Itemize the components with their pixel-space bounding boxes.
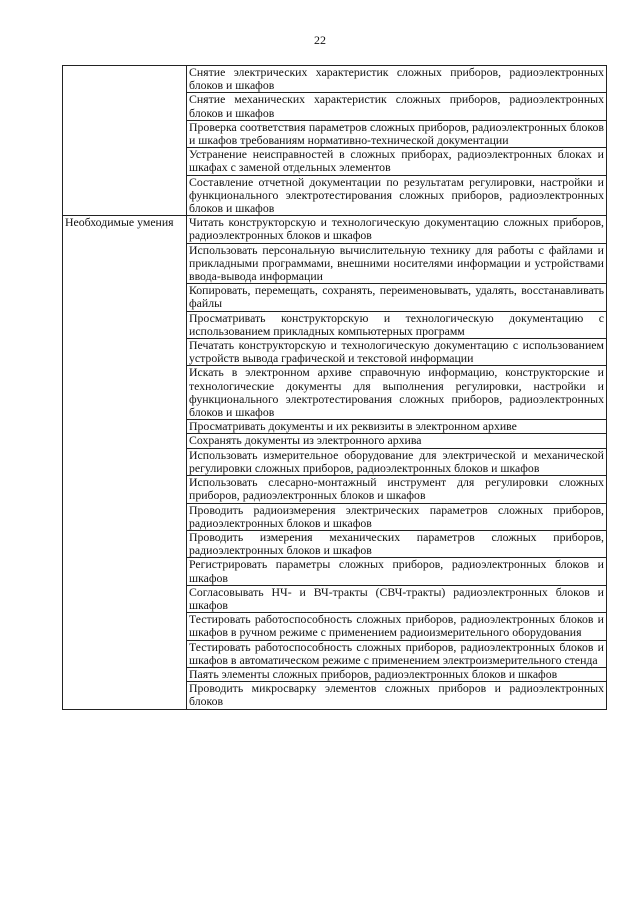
table-row — [63, 216, 607, 243]
table-cell: Сохранять документы из электронного архива — [187, 434, 607, 448]
table-cell: Просматривать документы и их реквизиты в электронном архиве — [187, 420, 607, 434]
table-cell: Снятие механических характеристик сложных приборов, радиоэлектронных блоков и шкафов — [187, 93, 607, 120]
table-cell: Использовать персональную вычислительную технику для работы с файлами и прикладными программами, внешними носителями информации и устройствами ввода-вывода информации — [187, 243, 607, 284]
table-cell: Тестировать работоспособность сложных приборов, радиоэлектронных блоков и шкафов в автоматическом режиме с применением электроизмерительного стенда — [187, 640, 607, 667]
table-cell: Снятие электрических характеристик сложных приборов, радиоэлектронных блоков и шкафов — [187, 66, 607, 93]
page-number: 22 — [314, 33, 326, 47]
table-cell: Использовать измерительное оборудование для электрической и механической регулировки сложных приборов, радиоэлектронных блоков и шкафов — [187, 448, 607, 475]
table-cell: Согласовывать НЧ- и ВЧ-тракты (СВЧ-тракты) радиоэлектронных блоков и шкафов — [187, 585, 607, 612]
table-cell: Использовать слесарно-монтажный инструмент для регулировки сложных приборов, радиоэлектронных блоков и шкафов — [187, 476, 607, 503]
table-cell: Проверка соответствия параметров сложных приборов, радиоэлектронных блоков и шкафов требованиям нормативно-технической документации — [187, 120, 607, 147]
table-cell: Проводить радиоизмерения электрических параметров сложных приборов, радиоэлектронных блоков и шкафов — [187, 503, 607, 530]
requirements-table — [62, 65, 607, 710]
table-cell: Тестировать работоспособность сложных приборов, радиоэлектронных блоков и шкафов в ручном режиме с применением радиоизмерительного оборудования — [187, 613, 607, 640]
table-cell: Просматривать конструкторскую и технологическую документацию с использованием прикладных компьютерных программ — [187, 311, 607, 338]
table-cell: Читать конструкторскую и технологическую документацию сложных приборов, радиоэлектронных блоков и шкафов — [187, 216, 607, 243]
table-cell: Искать в электронном архиве справочную информацию, конструкторские и технологические документы для выполнения регулировки, настройки и функционального электротестирования сложных приборов, радиоэлектронных блоков и шкафов — [187, 366, 607, 420]
row-label-empty — [63, 66, 187, 216]
table-cell: Составление отчетной документации по результатам регулировки, настройки и функционального электротестирования сложных приборов, радиоэлектронных блоков и шкафов — [187, 175, 607, 216]
table-cell: Печатать конструкторскую и технологическую документацию с использованием устройств вывода графической и текстовой информации — [187, 339, 607, 366]
table-cell: Проводить микросварку элементов сложных приборов и радиоэлектронных блоков — [187, 682, 607, 709]
table-cell: Паять элементы сложных приборов, радиоэлектронных блоков и шкафов — [187, 667, 607, 681]
table-cell: Устранение неисправностей в сложных приборах, радиоэлектронных блоках и шкафах с заменой отдельных элементов — [187, 148, 607, 175]
table-cell: Копировать, перемещать, сохранять, переименовывать, удалять, восстанавливать файлы — [187, 284, 607, 311]
row-label-skills: Необходимые умения — [63, 216, 187, 709]
table-cell: Проводить измерения механических параметров сложных приборов, радиоэлектронных блоков и шкафов — [187, 530, 607, 557]
table-cell: Регистрировать параметры сложных приборов, радиоэлектронных блоков и шкафов — [187, 558, 607, 585]
table-row — [63, 66, 607, 93]
